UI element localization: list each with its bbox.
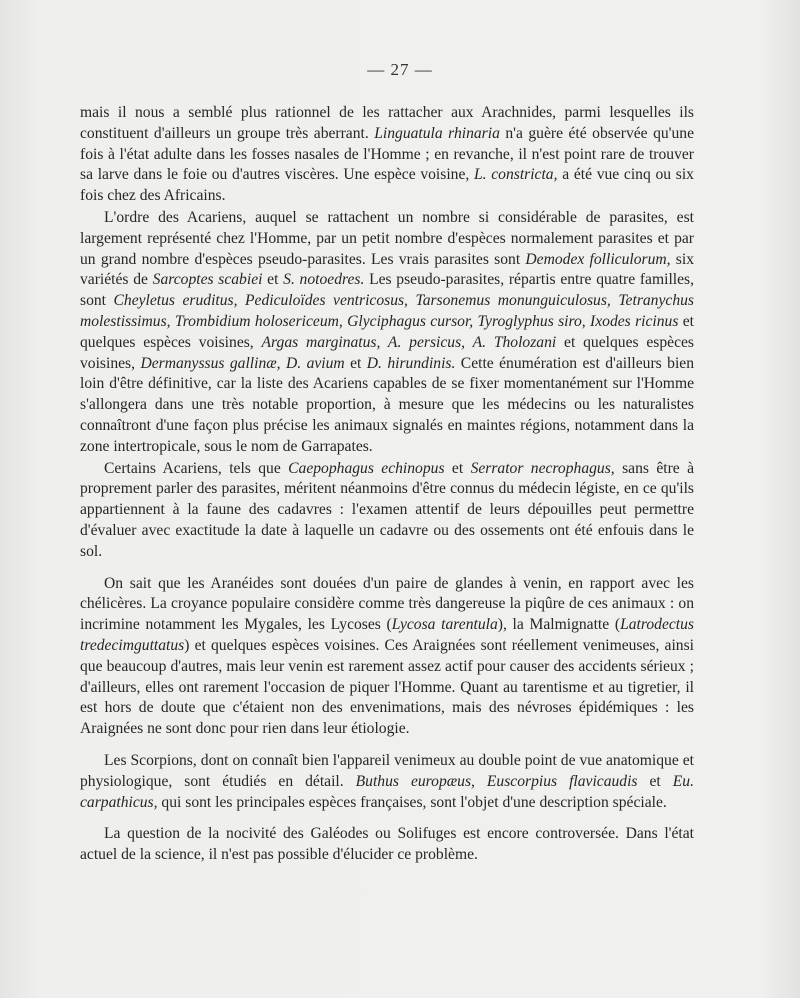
- species-name: Lycosa tarentula: [391, 616, 498, 634]
- text-run: La question de la nocivité des Galéodes ou Solifuges est encore controversée. Dans l'état actuel de la science, il n'est pas possible d'élucider ce problème.: [80, 825, 694, 864]
- text-run: Certains Acariens, tels que: [104, 459, 289, 477]
- page-number: — 27 —: [367, 60, 433, 79]
- text-run: mais il nous a semblé plus rationnel de les rattacher aux Arachnides, parmi lesquelles ils constituent d'ailleurs un groupe très aberrant.: [80, 104, 694, 142]
- paragraph-acariens-cadavres: [80, 459, 694, 563]
- paragraph-acariens: [80, 208, 694, 458]
- text-run: et quelques espèces voisines,: [80, 333, 694, 372]
- text-run: Cette énumération est d'ailleurs bien loin d'être définitive, car la liste des Acariens capables de se fixer momentanément sur l'Homme s'allongera dans une très notable proportion, à mesure que les médecins ou les naturalistes connaîtront d'une façon plus précise les animaux signalés en maintes régions, notamment dans la zone intertropicale, sous le nom de Garrapates.: [80, 354, 695, 455]
- species-name: Eu. carpathicus,: [80, 772, 694, 811]
- species-name: Demodex folliculorum,: [525, 250, 671, 268]
- text-run: six variétés de: [80, 250, 694, 289]
- species-name: L. constricta,: [473, 166, 558, 184]
- text-run: L'ordre des Acariens, auquel se rattachent un nombre si considérable de parasites, est largement représenté chez l'Homme, par un petit nombre d'espèces normalement parasites et par un grand nombre d'espèces pseudo-parasites. Les vrais parasites sont: [80, 208, 694, 268]
- text-run: et: [637, 772, 673, 790]
- paragraph-linguatula: [80, 103, 694, 207]
- species-name: Buthus europæus, Euscorpius flavicaudis: [355, 772, 638, 790]
- species-name: S. notoedres.: [283, 271, 365, 289]
- text-run: n'a guère été observée qu'une fois à l'état adulte dans les fosses nasales de l'Homme ; en revanche, il n'est point rare de trouver sa larve dans le foie ou d'autres viscères. Une espèce voisine,: [80, 124, 694, 184]
- text-run: et quelques espèces voisines,: [80, 312, 694, 351]
- species-name: Caepophagus echinopus: [288, 459, 445, 477]
- text-run: et: [262, 271, 284, 289]
- text-run: ) et quelques espèces voisines. Ces Araignées sont réellement venimeuses, ainsi que beaucoup d'autres, mais leur venin est rarement assez actif pour causer des accidents sérieux ; d'ailleurs, elles ont rarement l'occasion de piquer l'Homme. Quant au tarentisme et au tigretier, il est hors de doute que c'étaient non des envenimations, mais des névroses épidémiques : les Araignées ne sont donc pour rien dans leur étiologie.: [80, 636, 694, 738]
- text-run: et: [344, 354, 367, 372]
- species-name: Serrator necrophagus,: [470, 459, 615, 477]
- species-name: Cheyletus eruditus, Pediculoïdes ventricosus, Tarsonemus monunguiculosus, Tetranychus molestissimus, Trombidium holosericeum, Glyciphagus cursor, Tyroglyphus siro, Ixodes ricinus: [80, 292, 694, 330]
- paragraph-araneides: [80, 574, 694, 740]
- text-run: a été vue cinq ou six fois chez des Africains.: [80, 166, 694, 205]
- species-name: Sarcoptes scabiei: [152, 271, 263, 289]
- text-run: qui sont les principales espèces françaises, sont l'objet d'une description spéciale.: [157, 793, 667, 811]
- text-run: sans être à proprement parler des parasites, méritent néanmoins d'être connus du médecin légiste, en ce qu'ils appartiennent à la faune des cadavres : l'examen attentif de leurs dépouilles peut permettre d'évaluer avec exactitude la date à laquelle un cadavre ou des ossements ont été enfouis dans le sol.: [80, 459, 694, 560]
- text-run: ), la Malmignatte (: [497, 616, 621, 634]
- species-name: D. hirundinis.: [366, 354, 456, 372]
- species-name: Dermanyssus gallinæ, D. avium: [140, 354, 345, 372]
- species-name: Latrodectus tredecimguttatus: [80, 616, 694, 654]
- paragraph-galeodes: [80, 824, 694, 866]
- text-run: et: [444, 459, 471, 477]
- paragraph-scorpions: [80, 751, 694, 813]
- species-name: Argas marginatus, A. persicus, A. Tholozani: [261, 333, 557, 351]
- text-run: Les pseudo-parasites, répartis entre quatre familles, sont: [80, 271, 694, 310]
- species-name: Linguatula rhinaria: [374, 124, 500, 142]
- body-text: [80, 103, 694, 866]
- text-run: On sait que les Aranéides sont douées d'un paire de glandes à venin, en rapport avec les chélicères. La croyance populaire considère comme très dangereuse la piqûre de ces animaux : on incrimine notamment les Mygales, les Lycoses (: [80, 574, 694, 634]
- text-run: Les Scorpions, dont on connaît bien l'appareil venimeux au double point de vue anatomique et physiologique, sont étudiés en détail.: [80, 751, 694, 790]
